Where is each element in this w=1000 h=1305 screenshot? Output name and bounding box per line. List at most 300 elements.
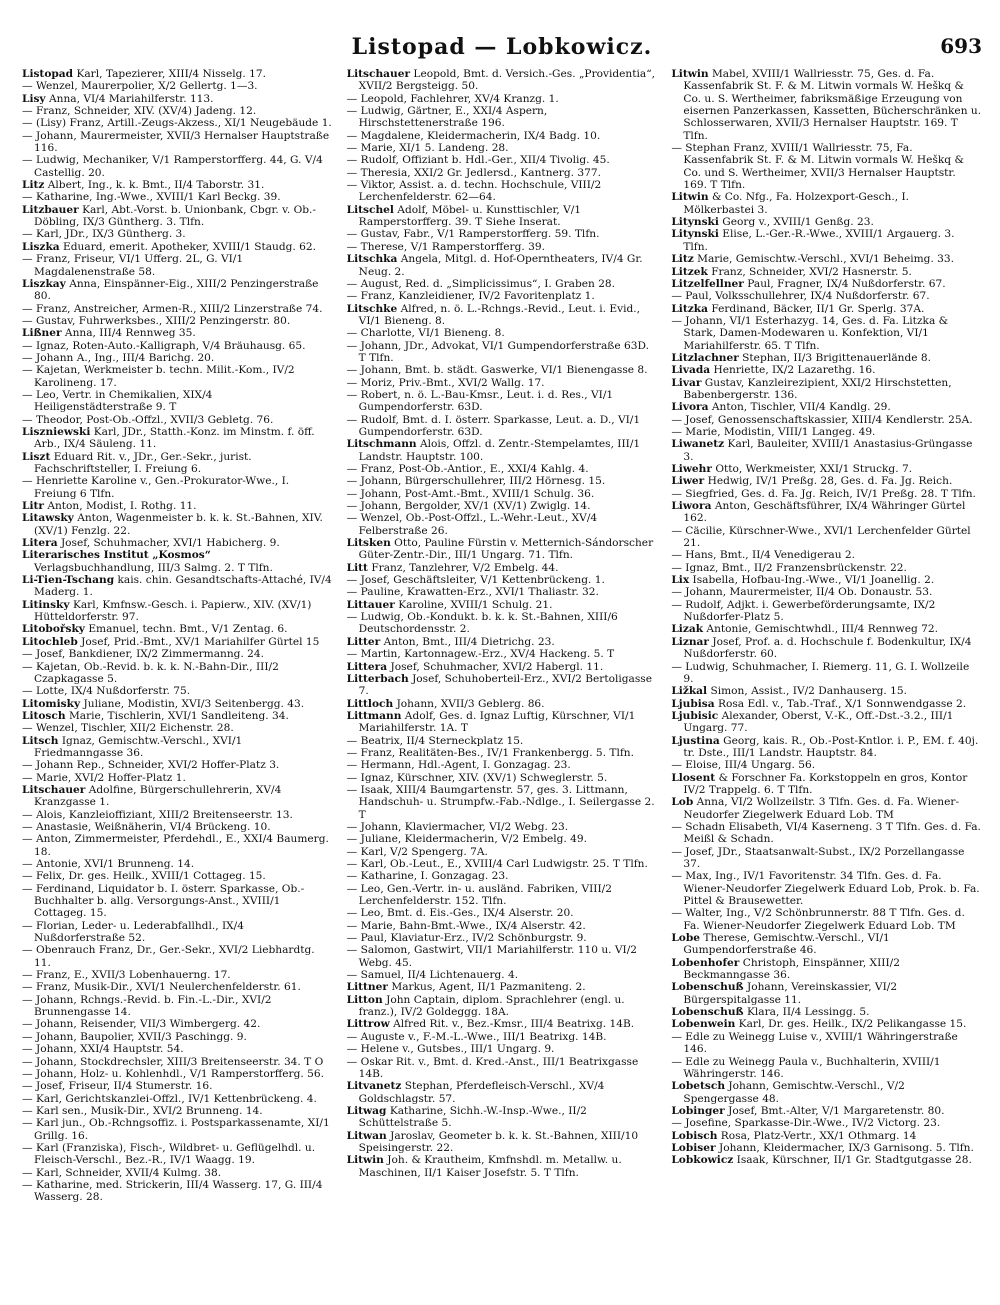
entry-details: — Edle zu Weinegg Luise v., XVIII/1 Währingerstraße 146. — [671, 1030, 958, 1056]
directory-entry — [671, 759, 982, 771]
entry-surname: Lobe — [671, 932, 701, 945]
directory-entry — [671, 870, 982, 907]
directory-entry — [671, 623, 982, 635]
entry-details: Adolfine, Bürgerschullehrerin, XV/4 Kranzgasse 1. — [34, 783, 282, 809]
entry-details: — Johann, Bmt. b. städt. Gaswerke, VI/1 Bienengasse 8. — [346, 364, 648, 377]
directory-entry — [22, 574, 333, 599]
entry-surname: Liszt — [22, 450, 51, 463]
entry-details: — Charlotte, VI/1 Bieneng. 8. — [346, 327, 505, 340]
directory-entry — [22, 1105, 333, 1117]
entry-details: — (Lisy) Franz, Artill.-Zeugs-Akzess., XI/1 Neugebäude 1. — [22, 117, 332, 130]
entry-details: Joh. & Krautheim, Kmfnshdl. m. Metallw. u. Maschinen, II/1 Kaiser Josefstr. 5. T Tlfn. — [358, 1154, 622, 1179]
directory-entry — [347, 500, 658, 512]
directory-entry — [347, 1154, 658, 1179]
directory-entry — [347, 858, 658, 870]
directory-entry — [22, 833, 333, 858]
directory-entry — [671, 315, 982, 352]
entry-details: — Rudolf, Offiziant b. Hdl.-Ger., XII/4 Tivolig. 45. — [346, 154, 610, 167]
directory-entry — [347, 253, 658, 278]
entry-details: Stephan, II/3 Brigittenauerlände 8. — [742, 351, 932, 364]
directory-entry — [347, 278, 658, 290]
entry-details: — Max, Ing., IV/1 Favoritenstr. 34 Tlfn. Ges. d. Fa. Wiener-Neudorfer Ziegelwerk Eduard Lob, Prok. b. Fa. Pittel & Brausewetter. — [671, 870, 980, 908]
entry-details: — Johann, Holz- u. Kohlenhdl., V/1 Ramperstorfferg. 56. — [22, 1067, 324, 1080]
entry-details: Alois, Offzl. d. Zentr.-Stempelamtes, III/1 Landstr. Hauptstr. 100. — [358, 438, 641, 463]
entry-details: — Ludwig, Ob.-Kondukt. b. k. k. St.-Bahnen, XIII/6 Deutschordensstr. 2. — [346, 611, 618, 636]
directory-entry — [347, 698, 658, 710]
entry-details: — Katharine, Ing.-Wwe., XVIII/1 Karl Beckg. 39. — [22, 191, 281, 204]
directory-entry — [671, 599, 982, 624]
directory-entry — [671, 685, 982, 697]
entry-details: Georg, kais. R., Ob.-Post-Kntlor. i. P., EM. f. 40j. tr. Dste., III/1 Landstr. Hauptstr. 84. — [683, 734, 979, 759]
directory-entry — [347, 920, 658, 932]
directory-entry — [671, 772, 982, 797]
entry-details: Johann, XVII/3 Geblerg. 86. — [396, 697, 545, 710]
directory-entry — [671, 932, 982, 957]
directory-entry — [671, 290, 982, 302]
directory-entry — [347, 661, 658, 673]
entry-surname: Litosch — [22, 709, 66, 722]
entry-surname: Ljustina — [671, 734, 720, 747]
directory-entry — [671, 562, 982, 574]
entry-details: Franz, Schneider, XVI/2 Hasnerstr. 5. — [711, 265, 912, 278]
directory-entry — [22, 303, 333, 315]
entry-details: Albert, Ing., k. k. Bmt., II/4 Taborstr. 31. — [47, 179, 265, 192]
directory-entry — [22, 710, 333, 722]
entry-details: Katharine, Sichh.-W.-Insp.-Wwe., II/2 Schüttelstraße 5. — [358, 1104, 587, 1130]
entry-details: — Eloise, III/4 Ungarg. 56. — [671, 759, 816, 772]
entry-details: Gustav, Kanzleirezipient, XXI/2 Hirschstetten, Babenbergerstr. 136. — [683, 376, 952, 401]
directory-entry — [347, 389, 658, 414]
directory-entry — [347, 586, 658, 598]
directory-entry — [347, 228, 658, 240]
entry-details: — August, Red. d. „Simplicissimus“, I. Graben 28. — [346, 277, 616, 290]
entry-details: — Theresia, XXI/2 Gr. Jedlersd., Kantnerg. 377. — [346, 166, 601, 179]
entry-details: — Kajetan, Ob.-Revid. b. k. k. N.-Bahn-Dir., III/2 Czapkagasse 5. — [22, 660, 279, 685]
directory-entry — [22, 1056, 333, 1068]
directory-entry — [671, 661, 982, 686]
entry-details: — Cäcilie, Kürschner-Wwe., XVI/1 Lerchenfelder Gürtel 21. — [671, 524, 971, 550]
directory-entry — [22, 537, 333, 549]
entry-details: Hedwig, IV/1 Preßg. 28, Ges. d. Fa. Jg. Reich. — [707, 475, 953, 488]
directory-entry — [671, 278, 982, 290]
entry-details: Antonie, Gemischtwhdl., III/4 Rennweg 72. — [706, 623, 938, 636]
directory-entry — [22, 179, 333, 191]
directory-entry — [22, 821, 333, 833]
entry-details: Isaak, Kürschner, II/1 Gr. Stadtgutgasse 28. — [736, 1154, 972, 1167]
directory-entry — [347, 1105, 658, 1130]
directory-entry — [671, 1056, 982, 1081]
entry-details: Anna, VI/4 Mariahilferstr. 113. — [48, 92, 214, 105]
directory-entry — [347, 475, 658, 487]
entry-surname: Liwehr — [671, 463, 712, 475]
directory-entry — [671, 957, 982, 982]
directory-entry — [347, 1056, 658, 1081]
entry-details: Anna, VI/2 Wollzeilstr. 3 Tlfn. Ges. d. Fa. Wiener-Neudorfer Ziegelwerk Eduard Lob. TM — [683, 796, 960, 821]
directory-entry — [347, 562, 658, 574]
entry-details: — Josef, Geschäftsleiter, V/1 Kettenbrückeng. 1. — [346, 574, 605, 587]
entry-details: — Ludwig, Schuhmacher, I. Riemerg. 11, G. I. Wollzeile 9. — [671, 660, 970, 685]
entry-details: — Wenzel, Tischler, XII/2 Eichenstr. 28. — [22, 722, 234, 735]
directory-entry — [671, 981, 982, 1006]
directory-entry — [22, 636, 333, 648]
entry-details: — Karl, Gerichtskanzlei-Offzl., IV/1 Kettenbrückeng. 4. — [22, 1092, 317, 1105]
entry-details: Anton, Wagenmeister b. k. k. St.-Bahnen, XIV. (XV/1) Fenzlg. 22. — [34, 512, 323, 537]
entry-surname: Littloch — [346, 697, 394, 710]
entry-details: — Johann, Bergolder, XV/1 (XV/1) Zwiglg. 14. — [346, 500, 591, 513]
entry-details: Otto, Werkmeister, XXI/1 Struckg. 7. — [715, 463, 913, 475]
entry-details: — Antonie, XVI/1 Brunneng. 14. — [22, 858, 195, 870]
entry-details: Johann, Gemischtw.-Verschl., V/2 Spengergasse 48. — [683, 1080, 905, 1105]
entry-details: — Johann, Maurermeister, II/4 Ob. Donaustr. 53. — [671, 586, 933, 599]
entry-surname: Liwer — [671, 475, 705, 488]
entry-details: Marie, Gemischtw.-Verschl., XVI/1 Beheimg. 33. — [697, 253, 955, 266]
entry-surname: Litz — [22, 179, 45, 192]
entry-surname: Litschka — [346, 253, 398, 266]
entry-details: — Johann, Baupolier, XVII/3 Paschingg. 9. — [22, 1030, 247, 1043]
entry-surname: Litsken — [346, 537, 391, 550]
directory-entry — [671, 191, 982, 216]
directory-entry — [671, 426, 982, 438]
entry-surname: Lißner — [22, 327, 62, 340]
directory-entry — [347, 759, 658, 771]
entry-surname: Litwin — [671, 68, 709, 80]
directory-entry — [347, 747, 658, 759]
directory-entry — [347, 648, 658, 660]
entry-details: Anna, Einspänner-Eig., XIII/2 Penzingerstraße 80. — [34, 277, 319, 303]
directory-entry — [22, 340, 333, 352]
directory-entry — [22, 1117, 333, 1142]
entry-details: — Karl jun., Ob.-Rchngsoffiz. i. Postsparkassenamte, XI/1 Grillg. 16. — [22, 1117, 330, 1142]
directory-entry — [22, 1080, 333, 1092]
entry-details: — Rudolf, Adjkt. i. Gewerbeförderungsamte, IX/2 Nußdorfer-Platz 5. — [671, 598, 936, 624]
directory-entry — [347, 735, 658, 747]
directory-entry — [347, 105, 658, 130]
directory-entry — [347, 488, 658, 500]
directory-entry — [671, 414, 982, 426]
directory-entry — [347, 167, 658, 179]
entry-details: — Johann, Reisender, VII/3 Wimbergerg. 42. — [22, 1018, 261, 1031]
directory-entry — [22, 191, 333, 203]
entry-details: — Johann, JDr., Advokat, VI/1 Gumpendorferstraße 63D. T Tlfn. — [346, 339, 649, 364]
entry-surname: Litschke — [346, 302, 398, 315]
entry-surname: Littauer — [346, 598, 395, 611]
entry-surname: Litz — [671, 253, 694, 266]
directory-entry — [347, 377, 658, 389]
entry-details: — Therese, V/1 Ramperstorfferg. 39. — [346, 240, 545, 253]
entry-surname: Liszniewski — [22, 425, 91, 438]
directory-entry — [22, 1093, 333, 1105]
directory-entry — [671, 68, 982, 142]
entry-details: Adolf, Möbel- u. Kunsttischler, V/1 Ramperstorfferg. 39. T Siehe Inserat. — [358, 203, 582, 229]
directory-entry — [22, 154, 333, 179]
directory-entry — [671, 475, 982, 487]
entry-details: — Auguste v., F.-M.-L.-Wwe., III/1 Beatrixg. 14B. — [346, 1030, 607, 1043]
directory-entry — [347, 944, 658, 969]
entry-details: Markus, Agent, II/1 Pazmaniteng. 2. — [391, 981, 586, 994]
directory-entry — [347, 364, 658, 376]
entry-details: Klara, II/4 Lessingg. 5. — [746, 1006, 870, 1019]
directory-entry — [22, 1167, 333, 1179]
entry-surname: Litzek — [671, 265, 708, 278]
entry-details: — Magdalene, Kleidermacherin, IX/4 Badg. 10. — [346, 129, 601, 142]
directory-entry — [671, 636, 982, 661]
entry-details: Christoph, Einspänner, XIII/2 Beckmanngasse 36. — [683, 956, 900, 982]
entry-details: — Wenzel, Maurerpolier, X/2 Gellertg. 1—3. — [22, 80, 258, 93]
directory-entry — [22, 68, 333, 80]
directory-entry — [347, 599, 658, 611]
directory-entry — [671, 846, 982, 871]
entry-surname: Litzka — [671, 302, 708, 315]
entry-details: — Johann, Bürgerschullehrer, III/2 Hörnesg. 15. — [346, 475, 606, 488]
directory-entry — [671, 574, 982, 586]
entry-details: — Karl, Ob.-Leut., E., XVIII/4 Carl Ludwigstr. 25. T Tlfn. — [346, 858, 648, 870]
entry-details: Otto, Pauline Fürstin v. Metternich-Sándorscher Güter-Zentr.-Dir., III/1 Ungarg. 71. Tlfn. — [358, 537, 654, 562]
entry-details: — Anton, Zimmermeister, Pferdehdl., E., XXI/4 Baumerg. 18. — [22, 833, 329, 858]
entry-details: Elise, L.-Ger.-R.-Wwe., XVIII/1 Argauerg. 3. Tlfn. — [683, 228, 955, 253]
directory-entry — [22, 1043, 333, 1055]
entry-surname: Litschel — [346, 203, 394, 216]
entry-details: Karl, Tapezierer, XIII/4 Nisselg. 17. — [76, 68, 267, 80]
entry-details: Karl, Kmfnsw.-Gesch. i. Papierw., XIV. (XV/1) Hütteldorferstr. 97. — [34, 598, 312, 624]
entry-details: — Obenrauch Franz, Dr., Ger.-Sekr., XVI/2 Liebhardtg. 11. — [22, 944, 315, 969]
entry-details: & Forschner Fa. Korkstoppeln en gros, Kontor IV/2 Trappelg. 6. T Tlfn. — [683, 771, 968, 796]
entry-surname: Littrow — [346, 1018, 390, 1031]
directory-entry — [671, 142, 982, 191]
entry-details: Mabel, XVIII/1 Wallriesstr. 75, Ges. d. Fa. Kassenfabrik St. F. & M. Litwin vormals W. Heškq & Co. u. S. Wertheimer, fabriksmäßige Erzeugung von eisernen Panzerkassen, Kassetten, Bücherschränken u. Schlosserwaren, XVII/3 Hernalser Hauptstr. 169. T Tlfn. — [683, 68, 982, 142]
entry-details: Therese, Gemischtw.-Verschl., VI/1 Gumpendorferstraße 46. — [683, 932, 890, 957]
directory-entry — [671, 1105, 982, 1117]
entry-details: Anton, Modist, I. Rothg. 11. — [47, 500, 197, 513]
entry-surname: Liszka — [22, 240, 60, 253]
directory-entry — [671, 377, 982, 402]
entry-surname: Litton — [346, 993, 383, 1006]
directory-entry — [671, 698, 982, 710]
entry-details: — Marie, Modistin, VIII/1 Langeg. 49. — [671, 425, 876, 438]
directory-entry — [347, 846, 658, 858]
entry-details: — Juliane, Kleidermacherin, V/2 Embelg. 49. — [346, 833, 588, 846]
entry-details: — Ludwig, Gärtner, E., XXI/4 Aspern, Hirschstettenerstraße 196. — [346, 105, 548, 130]
directory-entry — [671, 1117, 982, 1129]
entry-details: — Hermann, Hdl.-Agent, I. Gonzagag. 23. — [346, 759, 571, 772]
directory-entry — [22, 253, 333, 278]
directory-entry — [671, 1154, 982, 1166]
directory-entry — [22, 512, 333, 537]
directory-entry — [22, 228, 333, 240]
entry-details: — Josef, Friseur, II/4 Stumerstr. 16. — [22, 1080, 213, 1093]
entry-details: — Josefine, Sparkasse-Dir.-Wwe., IV/2 Victorg. 23. — [671, 1117, 941, 1130]
directory-entry — [22, 278, 333, 303]
entry-surname: Livar — [671, 376, 702, 389]
directory-entry — [347, 636, 658, 648]
directory-entry — [347, 994, 658, 1019]
entry-details: — Felix, Dr. ges. Heilk., XVIII/1 Cottageg. 15. — [22, 870, 266, 883]
entry-details: — Kajetan, Werkmeister b. techn. Milit.-Kom., IV/2 Karolineng. 17. — [22, 364, 295, 389]
entry-details: — Edle zu Weinegg Paula v., Buchhalterin, XVIII/1 Währingerstr. 146. — [671, 1055, 941, 1080]
entry-surname: Litochleb — [22, 635, 78, 648]
directory-entry — [22, 920, 333, 945]
directory-entry — [22, 475, 333, 500]
directory-entry — [671, 549, 982, 561]
entry-details: — Karl (Franziska), Fisch-, Wildbret- u. Geflügelhdl. u. Fleisch-Verschl., Bez.-R., IV/1 Waagg. 19. — [22, 1141, 316, 1167]
directory-entry — [22, 784, 333, 809]
directory-entry — [671, 1006, 982, 1018]
entry-details: Anna, III/4 Rennweg 35. — [64, 327, 196, 340]
entry-details: Jaroslav, Geometer b. k. k. St.-Bahnen, XIII/10 Speisingerstr. 22. — [358, 1129, 639, 1154]
directory-entry — [671, 1080, 982, 1105]
entry-details: — Franz, Musik-Dir., XVI/1 Neulerchenfelderstr. 61. — [22, 981, 301, 994]
entry-details: & Co. Nfg., Fa. Holzexport-Gesch., I. Mölkerbastei 3. — [683, 191, 909, 216]
entry-details: — Johann, Klaviermacher, VI/2 Webg. 23. — [346, 820, 569, 833]
entry-details: — Ignaz, Bmt., II/2 Franzensbrückenstr. 22. — [671, 561, 907, 574]
directory-entry — [22, 414, 333, 426]
entry-details: Anton, Tischler, VII/4 Kandlg. 29. — [711, 401, 891, 414]
entry-surname: Lobenschuß — [671, 981, 744, 994]
entry-surname: Lix — [671, 574, 690, 587]
entry-surname: Literarisches Institut „Kosmos“ — [22, 549, 211, 562]
entry-surname: Litschmann — [346, 438, 417, 451]
entry-details: — Lotte, IX/4 Nußdorferstr. 75. — [22, 685, 191, 698]
directory-entry — [347, 981, 658, 993]
entry-details: — Franz, Schneider, XIV. (XV/4) Jadeng. 12. — [22, 105, 257, 118]
entry-surname: Lobetsch — [671, 1080, 726, 1093]
entry-surname: Litomisky — [22, 697, 81, 710]
entry-surname: Litynski — [671, 228, 719, 241]
entry-details: — Ignaz, Roten-Auto.-Kalligraph, V/4 Bräuhausg. 65. — [22, 339, 306, 352]
directory-entry — [22, 858, 333, 870]
entry-surname: Ljubisic — [671, 709, 719, 722]
directory-entry — [347, 1130, 658, 1155]
entry-details: — Martin, Kartonnagew.-Erz., XV/4 Hackeng. 5. T — [346, 648, 615, 661]
directory-entry — [22, 241, 333, 253]
directory-entry — [671, 352, 982, 364]
entry-surname: Lobisch — [671, 1129, 718, 1142]
entry-details: — Marie, XI/1 5. Landeng. 28. — [346, 142, 509, 155]
entry-surname: Lobinger — [671, 1104, 725, 1117]
directory-entry — [22, 698, 333, 710]
directory-entry — [22, 599, 333, 624]
entry-details: Alfred Rit. v., Bez.-Kmsr., III/4 Beatrixg. 14B. — [393, 1018, 635, 1031]
directory-entry — [671, 525, 982, 550]
entry-details: Karoline, XVIII/1 Schulg. 21. — [398, 598, 553, 611]
directory-entry — [347, 833, 658, 845]
directory-entry — [347, 710, 658, 735]
entry-surname: Littner — [346, 981, 388, 994]
entry-surname: Litschauer — [346, 68, 411, 80]
entry-details: — Paul, Volksschullehrer, IX/4 Nußdorferstr. 67. — [671, 290, 930, 303]
directory-entry — [347, 340, 658, 365]
directory-entry — [22, 105, 333, 117]
directory-entry — [671, 796, 982, 821]
entry-details: — Schadn Elisabeth, VI/4 Kaserneng. 3 T Tlfn. Ges. d. Fa. Meißl & Schadn. — [671, 820, 981, 846]
entry-details: — Josef, Genossenschaftskassier, XIII/4 Kendlerstr. 25A. — [671, 413, 973, 426]
directory-entry — [22, 994, 333, 1019]
directory-entry — [347, 241, 658, 253]
entry-details: — Johann, Stockdrechsler, XIII/3 Breitenseerstr. 34. T O — [22, 1055, 324, 1068]
directory-entry — [671, 735, 982, 760]
directory-entry — [347, 821, 658, 833]
directory-entry — [347, 1031, 658, 1043]
entry-surname: Littera — [346, 660, 388, 673]
entry-details: — Robert, n. ö. L.-Bau-Kmsr., Leut. i. d. Res., VI/1 Gumpendorferstr. 63D. — [346, 388, 614, 414]
entry-details: — Ludwig, Mechaniker, V/1 Ramperstorfferg. 44, G. V/4 Castellig. 20. — [22, 154, 323, 179]
directory-entry — [22, 1018, 333, 1030]
directory-entry — [22, 327, 333, 339]
entry-details: Stephan, Pferdefleisch-Verschl., XV/4 Goldschlagstr. 57. — [358, 1080, 605, 1105]
entry-details: — Johann A., Ing., III/4 Barichg. 20. — [22, 351, 215, 364]
directory-entry — [22, 944, 333, 969]
entry-details: — Florian, Leder- u. Lederabfallhdl., IX/4 Nußdorferstraße 52. — [22, 919, 244, 945]
column-3 — [671, 68, 982, 1303]
entry-details: Josef, Prid.-Bmt., XV/1 Mariahilfer Gürtel 15 — [81, 635, 320, 648]
entry-details: — Johann Rep., Schneider, XVI/2 Hoffer-Platz 3. — [22, 759, 280, 772]
entry-details: — Samuel, II/4 Lichtenauerg. 4. — [346, 969, 519, 982]
directory-entry — [347, 93, 658, 105]
entry-surname: Llosent — [671, 771, 716, 784]
entry-details: — Henriette Karoline v., Gen.-Prokurator-Wwe., I. Freiung 6 Tlfn. — [22, 475, 290, 500]
entry-details: — Anastasie, Weißnäherin, VI/4 Brückeng. 10. — [22, 820, 271, 833]
directory-columns — [22, 68, 982, 1303]
directory-entry — [347, 327, 658, 339]
directory-entry — [22, 1068, 333, 1080]
entry-surname: Liznar — [671, 635, 709, 648]
entry-details: Johann, Vereinskassier, VI/2 Bürgerspitalgasse 11. — [683, 981, 898, 1006]
entry-details: — Karl, JDr., IX/3 Güntherg. 3. — [22, 228, 186, 241]
directory-entry — [671, 266, 982, 278]
page-title: Listopad — Lobkowicz. — [351, 34, 653, 60]
entry-details: Anton, Bmt., III/4 Dietrichg. 23. — [383, 635, 555, 648]
entry-details: Alexander, Oberst, V.-K., Off.-Dst.-3.2., III/1 Ungarg. 77. — [683, 709, 954, 735]
directory-entry — [22, 451, 333, 476]
entry-details: Franz, Tanzlehrer, V/2 Embelg. 44. — [371, 561, 559, 574]
entry-surname: Lobkowicz — [671, 1154, 734, 1167]
directory-entry — [347, 784, 658, 821]
directory-entry — [671, 710, 982, 735]
entry-details: Adolf, Ges. d. Ignaz Luftig, Kürschner, VI/1 Mariahilferstr. 1A. T — [358, 709, 636, 735]
entry-details: — Viktor, Assist. a. d. techn. Hochschule, VIII/2 Lerchenfelderstr. 62—64. — [346, 179, 602, 204]
directory-entry — [671, 303, 982, 315]
entry-details: Johann, Kleidermacher, IX/3 Garnisong. 5. Tlfn. — [718, 1141, 974, 1154]
directory-entry — [347, 179, 658, 204]
entry-details: — Pauline, Krawatten-Erz., XVI/1 Thaliastr. 32. — [346, 586, 599, 599]
entry-details: — Rudolf, Bmt. d. I. österr. Sparkasse, Leut. a. D., VI/1 Gumpendorferstr. 63D. — [346, 413, 641, 438]
entry-surname: Lobenschuß — [671, 1006, 744, 1019]
entry-details: — Katharine, I. Gonzagag. 23. — [346, 870, 509, 883]
directory-entry — [347, 290, 658, 302]
entry-details: — Franz, Post-Ob.-Antior., E., XXI/4 Kahlg. 4. — [346, 463, 589, 475]
directory-entry — [347, 673, 658, 698]
entry-details: Karl, Abt.-Vorst. b. Unionbank, Cbgr. v. Ob.-Döbling, IX/3 Güntherg. 3. Tlfn. — [34, 203, 317, 229]
directory-entry — [22, 130, 333, 155]
entry-details: — Franz, Friseur, VI/1 Ufferg. 2L, G. VI/1 Magdalenenstraße 58. — [22, 253, 244, 278]
directory-entry — [671, 907, 982, 932]
directory-entry — [671, 228, 982, 253]
directory-entry — [22, 772, 333, 784]
entry-surname: Litr — [22, 500, 44, 513]
entry-surname: Litzlachner — [671, 351, 739, 364]
entry-surname: Livada — [671, 364, 711, 377]
directory-entry — [22, 685, 333, 697]
directory-entry — [347, 68, 658, 93]
entry-details: Alfred, n. ö. L.-Rchngs.-Revid., Leut. i. Evid., VI/1 Bieneng. 8. — [358, 302, 640, 327]
directory-entry — [671, 463, 982, 475]
entry-details: — Alois, Kanzleioffiziant, XIII/2 Breitenseerstr. 13. — [22, 808, 293, 821]
directory-entry — [671, 1130, 982, 1142]
directory-entry — [22, 204, 333, 229]
entry-details: John Captain, diplom. Sprachlehrer (engl. u. franz.), IV/2 Goldeggg. 18A. — [358, 993, 625, 1019]
directory-entry — [671, 488, 982, 500]
entry-details: — Hans, Bmt., II/4 Venedigerau 2. — [671, 549, 856, 562]
entry-details: Juliane, Modistin, XVI/3 Seitenbergg. 43. — [83, 697, 305, 710]
